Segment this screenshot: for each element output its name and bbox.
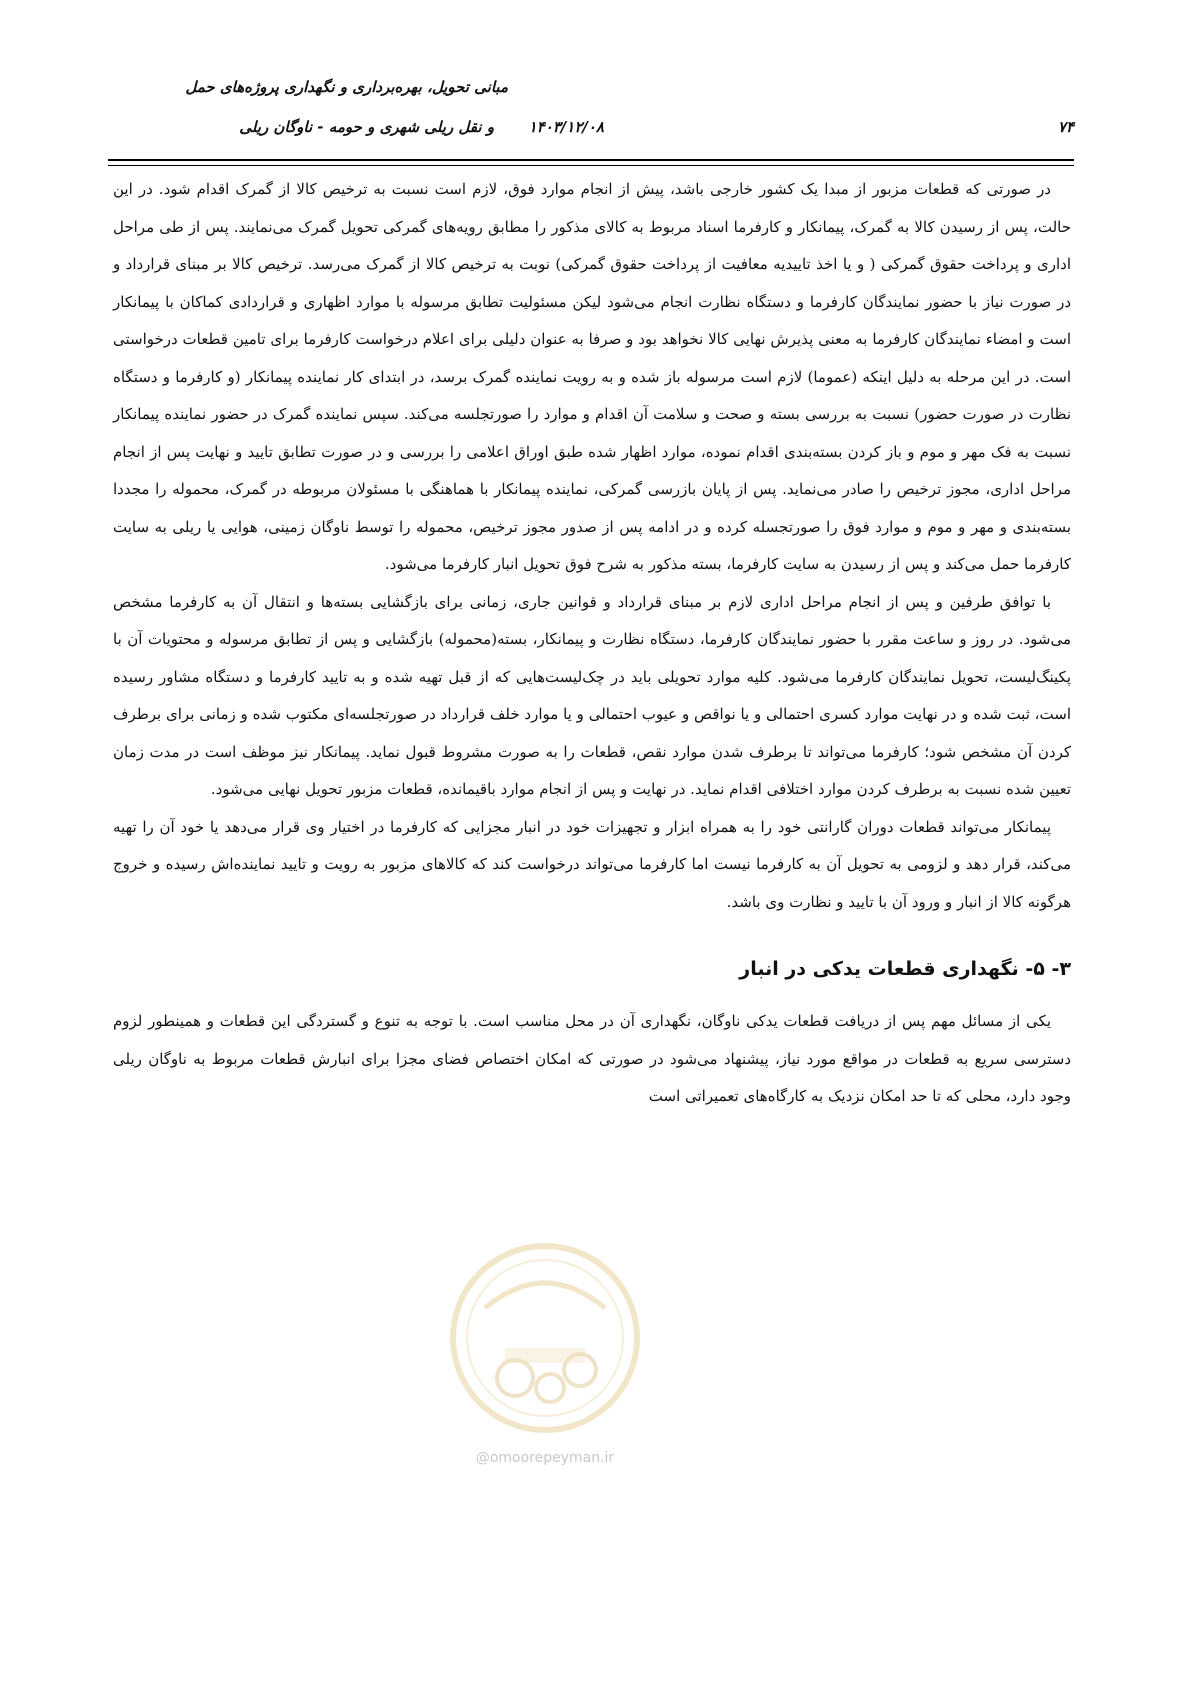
page-header: [108, 70, 1074, 160]
paragraph-customs-clearance: در صورتی که قطعات مزبور از مبدا یک کشور خارجی باشد، پیش از انجام موارد فوق، لازم است نسبت به ترخیص کالا از گمرک اقدام شود. در این حالت، پس از رسیدن کالا به گمرک، پیمانکار و کارفرما اسناد مربوط به کالای مذکور را مطابق رویه‌های گمرکی تحویل گمرک می‌نمایند. پس از طی مراحل اداری و پرداخت حقوق گمرکی ( و یا اخذ تاییدیه معافیت از پرداخت حقوق گمرکی) نوبت به ترخیص کالا از گمرک می‌رسد. ترخیص کالا بر مبنای قرارداد و در صورت نیاز با حضور نمایندگان کارفرما و دستگاه نظارت انجام می‌شود لیکن مسئولیت تطابق مرسوله با موارد اظهاری و قراردادی کماکان با پیمانکار است و امضاء نمایندگان کارفرما به معنی پذیرش نهایی کالا نخواهد بود و صرفا به عنوان دلیلی برای اعلام درخواست کارفرما برای تامین قطعات درخواستی است. در این مرحله به دلیل اینکه (عموما) لازم است مرسوله باز شده و به رویت نماینده گمرک برسد، در ابتدای کار نماینده پیمانکار (و کارفرما و دستگاه نظارت در صورت حضور) نسبت به بررسی بسته و صحت و سلامت آن اقدام و موارد را صورتجلسه می‌کند. سپس نماینده گمرک در حضور نماینده پیمانکار نسبت به فک مهر و موم و باز کردن بسته‌بندی اقدام نموده، موارد اظهار شده طبق اوراق اعلامی را بررسی و در صورت تطابق تایید و نهایت پس از انجام مراحل اداری، مجوز ترخیص را صادر می‌نماید. پس از پایان بازرسی گمرکی، نماینده پیمانکار با هماهنگی با مسئولان مربوطه در گمرک، محموله را مجددا بسته‌بندی و مهر و موم و موارد فوق را صورتجسله کرده و در ادامه پس از صدور مجوز ترخیص، محموله را توسط ناوگان زمینی، هوایی یا ریلی به سایت کارفرما حمل می‌کند و پس از رسیدن به سایت کارفرما، بسته مذکور به شرح فوق تحویل انبار کارفرما می‌شود.: [113, 180, 1071, 573]
header-rule-thick: [108, 159, 1074, 161]
header-title-line1: مبانی تحویل، بهره‌برداری و نگهداری پروژه‌های حمل: [185, 78, 508, 96]
paragraph-package-opening: با توافق طرفین و پس از انجام مراحل اداری لازم بر مبنای قرارداد و قوانین جاری، زمانی برای بازگشایی بسته‌ها و انتقال آن به کارفرما مشخص می‌شود. در روز و ساعت مقرر با حضور نمایندگان کارفرما، دستگاه نظارت و پیمانکار، بسته(محموله) بازگشایی و پس از تطابق مرسوله و محتویات آن با پکینگ‌لیست، تحویل نمایندگان کارفرما می‌شود. کلیه موارد تحویلی باید در چک‌لیست‌هایی که از قبل تهیه شده و به تایید کارفرما و دستگاه مشاور رسیده است، ثبت شده و در نهایت موارد کسری احتمالی و یا نواقص و عیوب احتمالی و یا موارد خلف قرارداد در صورتجلسه‌ای مکتوب شده و زمانی برای برطرف کردن آن مشخص شود؛ کارفرما می‌تواند تا برطرف شدن موارد نقص، قطعات را به صورت مشروط قبول نماید. پیمانکار نیز موظف است در مدت زمان تعیین شده نسبت به برطرف کردن موارد اختلافی اقدام نماید. در نهایت و پس از انجام موارد باقیمانده، قطعات مزبور تحویل نهایی می‌شود.: [113, 592, 1071, 798]
watermark-seal-icon: [445, 1238, 645, 1448]
body-text: [113, 171, 1071, 1116]
watermark-text: @omoorepeyman.ir: [475, 1450, 615, 1466]
paragraph-spare-parts-storage: یکی از مسائل مهم پس از دریافت قطعات یدکی ناوگان، نگهداری آن در محل مناسب است. با توجه به تنوع و گستردگی این قطعات و همینطور لزوم دسترسی سریع به قطعات در مواقع مورد نیاز، پیشنهاد می‌شود در صورتی که امکان اختصاص فضای مجزا برای انبارش قطعات مربوط به ناوگان ریلی وجود دارد، محلی که تا حد امکان نزدیک به کارگاه‌های تعمیراتی است: [113, 1012, 1071, 1105]
watermark-logo: [445, 1238, 645, 1478]
paragraph-warranty-parts: پیمانکار می‌تواند قطعات دوران گارانتی خود را به همراه ابزار و تجهیزات خود در انبار مجزایی که کارفرما در اختیار وی قرار می‌دهد یا خود آن را تهیه می‌کند، قرار دهد و لزومی به تحویل آن به کارفرما نیست اما کارفرما می‌تواند درخواست کند که کالاهای مزبور به رویت و تایید نماینده‌اش رسیده و خروج هرگونه کالا از انبار و ورود آن با تایید و نظارت وی باشد.: [113, 817, 1071, 911]
header-date: ۱۴۰۳/۱۲/۰۸: [528, 118, 604, 136]
header-title-line2: و نقل ریلی شهری و حومه - ناوگان ریلی: [239, 118, 494, 136]
section-heading: ۳- ۵- نگهداری قطعات یدکی در انبار: [739, 958, 1071, 980]
page-number: ۷۴: [1057, 118, 1074, 136]
header-rule-thin: [108, 165, 1074, 166]
